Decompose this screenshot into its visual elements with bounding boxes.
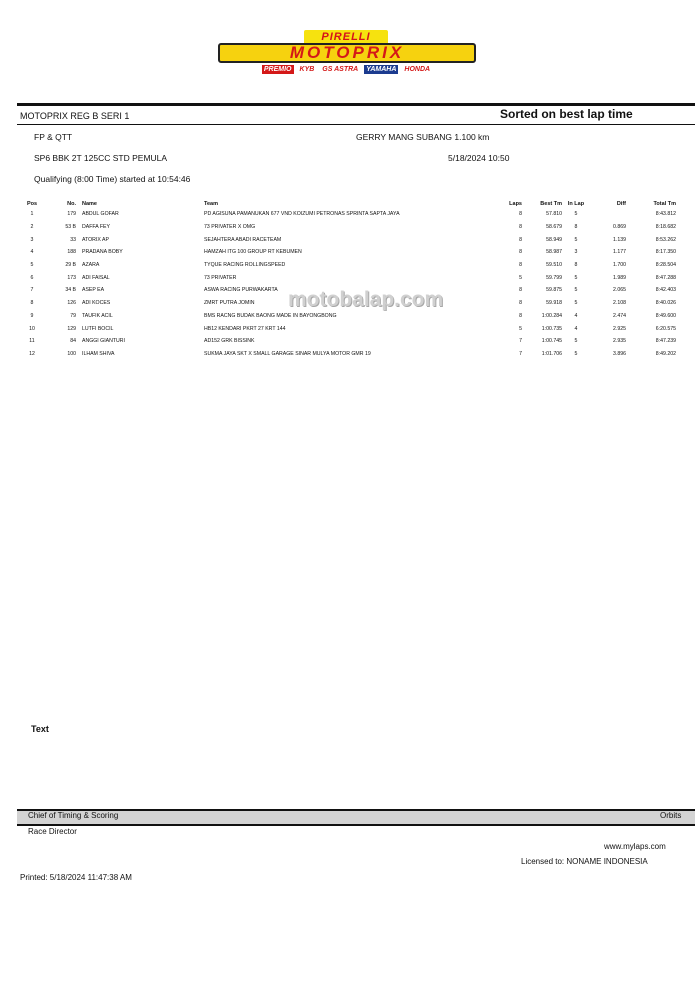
cell-pos: 1: [30, 211, 34, 218]
table-row: [18, 259, 690, 272]
cell-total-time: 8:49.600: [655, 312, 676, 319]
orbits-label: Orbits: [660, 811, 682, 820]
cell-pos: 9: [30, 312, 34, 319]
cell-total-time: 8:17.350: [655, 249, 676, 256]
header-top-rule: [17, 103, 695, 106]
cell-team: AD152 GRK BISSINK: [204, 338, 255, 345]
cell-best-time: 59.799: [546, 274, 562, 281]
cell-best-time: 1:00.745: [541, 338, 562, 345]
sponsor-strip: [220, 64, 474, 74]
table-row: [18, 221, 690, 234]
cell-name: ILHAM SHIVA: [82, 350, 115, 357]
cell-total-time: 8:43.812: [655, 211, 676, 218]
cell-laps: 8: [519, 312, 522, 319]
cell-total-time: 8:53.262: [655, 236, 676, 243]
results-table: [18, 200, 690, 360]
col-team: Team: [204, 201, 218, 207]
cell-diff: 1.139: [613, 236, 626, 243]
cell-best-time: 1:00.735: [541, 325, 562, 332]
cell-pos: 8: [30, 300, 34, 307]
cell-laps: 8: [519, 300, 522, 307]
text-label: Text: [31, 724, 49, 734]
cell-laps: 8: [519, 262, 522, 269]
table-row: [18, 246, 690, 259]
cell-name: DAFFA FEY: [82, 224, 110, 231]
watermark: motobalap.com: [288, 288, 444, 311]
cell-no: 129: [67, 325, 76, 332]
cell-in-lap: 5: [574, 350, 578, 357]
col-total: Total Tm: [653, 201, 676, 207]
cell-in-lap: 4: [574, 325, 578, 332]
motoprix-text: MOTOPRIX: [289, 43, 405, 62]
cell-pos: 12: [29, 350, 35, 357]
cell-team: ZMRT PUTRA JOMIN: [204, 300, 255, 307]
cell-best-time: 1:01.706: [541, 350, 562, 357]
table-row: [18, 208, 690, 221]
cell-laps: 7: [519, 338, 522, 345]
cell-name: AZARA: [82, 262, 100, 269]
cell-diff: 3.896: [613, 350, 626, 357]
cell-in-lap: 5: [574, 300, 578, 307]
cell-no: 188: [67, 249, 76, 256]
cell-name: PRADANA BOBY: [82, 249, 123, 256]
cell-no: 33: [70, 236, 76, 243]
cell-in-lap: 4: [574, 312, 578, 319]
cell-name: ADI KOCES: [82, 300, 111, 307]
cell-name: LUTFI BOCIL: [82, 325, 114, 332]
cell-diff: 1.177: [613, 249, 626, 256]
cell-pos: 11: [29, 338, 35, 345]
cell-diff: 2.108: [613, 300, 626, 307]
motoprix-logo: [218, 30, 476, 74]
sponsor-premio: PREMIO: [263, 65, 292, 73]
cell-name: TAUFIK ACIL: [82, 312, 113, 319]
table-row: [18, 271, 690, 284]
table-row: [18, 335, 690, 348]
cell-no: 100: [67, 350, 76, 357]
cell-diff: 2.065: [613, 287, 626, 294]
table-row: [18, 322, 690, 335]
cell-pos: 6: [30, 274, 34, 281]
cell-in-lap: 5: [574, 236, 578, 243]
cell-in-lap: 5: [574, 274, 578, 281]
cell-total-time: 8:18.682: [655, 224, 676, 231]
session-name: FP & QTT: [34, 132, 73, 142]
cell-no: 173: [67, 274, 76, 281]
cell-diff: 2.474: [613, 312, 626, 319]
cell-best-time: 59.510: [546, 262, 562, 269]
cell-no: 79: [70, 312, 76, 319]
cell-in-lap: 5: [574, 338, 578, 345]
cell-diff: [590, 208, 626, 221]
sponsor-honda: HONDA: [404, 65, 431, 73]
cell-team: 73 PRIVATER X OMG: [204, 224, 256, 231]
cell-team: SUKMA JAYA SKT X SMALL GARAGE SINAR MULYA MOTOR GMR 19: [204, 350, 371, 357]
cell-no: 29 B: [65, 262, 76, 269]
cell-pos: 4: [30, 249, 34, 256]
col-pos: Pos: [26, 201, 38, 207]
cell-best-time: 57.810: [546, 211, 562, 218]
cell-no: 126: [67, 300, 76, 307]
session-datetime: 5/18/2024 10:50: [448, 153, 510, 163]
licensed-to: Licensed to: NONAME INDONESIA: [521, 857, 648, 866]
chief-of-timing: Chief of Timing & Scoring: [28, 811, 119, 820]
race-director: Race Director: [28, 827, 77, 836]
cell-total-time: 8:47.288: [655, 274, 676, 281]
cell-total-time: 8:47.239: [655, 338, 676, 345]
sponsor-kyb: KYB: [299, 65, 315, 73]
printed-timestamp: Printed: 5/18/2024 11:47:38 AM: [20, 873, 132, 882]
cell-name: ADI FAISAL: [82, 274, 110, 281]
cell-team: ASWA RACING PURWAKARTA: [204, 287, 278, 294]
col-diff: Diff: [616, 201, 626, 207]
sort-label: Sorted on best lap time: [500, 107, 633, 121]
cell-diff: 2.935: [613, 338, 626, 345]
cell-pos: 10: [29, 325, 35, 332]
cell-in-lap: 5: [574, 287, 578, 294]
cell-laps: 5: [519, 325, 522, 332]
cell-diff: 2.925: [613, 325, 626, 332]
cell-pos: 2: [30, 224, 34, 231]
col-no: No.: [67, 201, 76, 207]
col-best: Best Tm: [540, 201, 562, 207]
cell-pos: 5: [30, 262, 34, 269]
cell-best-time: 1:00.284: [541, 312, 562, 319]
cell-diff: 0.869: [613, 224, 626, 231]
website: www.mylaps.com: [604, 842, 666, 851]
cell-name: ASEP EA: [82, 287, 105, 294]
cell-laps: 7: [519, 350, 522, 357]
cell-laps: 8: [519, 249, 522, 256]
circuit-name: GERRY MANG SUBANG 1.100 km: [356, 132, 490, 142]
cell-no: 53 B: [65, 224, 76, 231]
cell-total-time: 8:49.202: [655, 350, 676, 357]
cell-laps: 8: [519, 287, 522, 294]
col-laps: Laps: [509, 201, 522, 207]
cell-best-time: 59.875: [546, 287, 562, 294]
sponsor-yamaha: YAMAHA: [366, 65, 397, 73]
col-name: Name: [82, 201, 97, 207]
cell-total-time: 6:20.575: [655, 325, 676, 332]
cell-in-lap: 5: [574, 211, 578, 218]
cell-no: 179: [67, 211, 76, 218]
cell-pos: 3: [30, 236, 34, 243]
cell-in-lap: 8: [574, 262, 578, 269]
motoprix-wordmark: [218, 43, 476, 63]
qualifying-info: Qualifying (8:00 Time) started at 10:54:46: [34, 174, 191, 184]
pirelli-text: PIRELLI: [321, 31, 371, 43]
header-bottom-rule: [17, 124, 695, 125]
table-header-row: [18, 200, 690, 208]
cell-laps: 8: [519, 236, 522, 243]
cell-team: BMS RACNG BUDAK BAONG MADE IN BAYONGBONG: [204, 312, 337, 319]
cell-best-time: 58.987: [546, 249, 562, 256]
cell-no: 34 B: [65, 287, 76, 294]
cell-team: 73 PRIVATER: [204, 274, 237, 281]
cell-best-time: 58.949: [546, 236, 562, 243]
cell-in-lap: 8: [574, 224, 578, 231]
table-row: [18, 348, 690, 361]
cell-laps: 8: [519, 211, 522, 218]
cell-no: 84: [70, 338, 76, 345]
cell-team: HB12 KENDARI PKRT 27 KRT 144: [204, 325, 286, 332]
cell-best-time: 58.679: [546, 224, 562, 231]
footer-bar: [17, 809, 695, 826]
cell-name: ABDUL GOFAR: [82, 211, 119, 218]
cell-laps: 8: [519, 224, 522, 231]
col-inlap: In Lap: [567, 201, 585, 207]
cell-total-time: 8:42.403: [655, 287, 676, 294]
cell-total-time: 8:40.026: [655, 300, 676, 307]
sponsor-gs-astra: GS ASTRA: [322, 65, 359, 73]
cell-laps: 5: [519, 274, 522, 281]
cell-team: TYQUE RACING ROLLINGSPEED: [204, 262, 286, 269]
cell-name: ATORIX AP: [82, 236, 109, 243]
cell-team: SEJAHTERA ABADI RACETEAM: [204, 236, 282, 243]
cell-best-time: 59.918: [546, 300, 562, 307]
class-name: SP6 BBK 2T 125CC STD PEMULA: [34, 153, 168, 163]
cell-team: PD AGISUNA PAMANUKAN 677 VND KOIZUMI PETRONAS SPRINTA SAPTA JAYA: [204, 211, 400, 218]
table-row: [18, 233, 690, 246]
cell-team: HAMZAH ITG 100 GROUP RT KEBUMEN: [204, 249, 302, 256]
event-title: MOTOPRIX REG B SERI 1: [20, 111, 130, 121]
cell-diff: 1.700: [613, 262, 626, 269]
cell-diff: 1.989: [613, 274, 626, 281]
cell-name: ANGGI GIANTURI: [82, 338, 125, 345]
cell-pos: 7: [30, 287, 34, 294]
cell-in-lap: 3: [574, 249, 578, 256]
cell-total-time: 8:28.504: [655, 262, 676, 269]
